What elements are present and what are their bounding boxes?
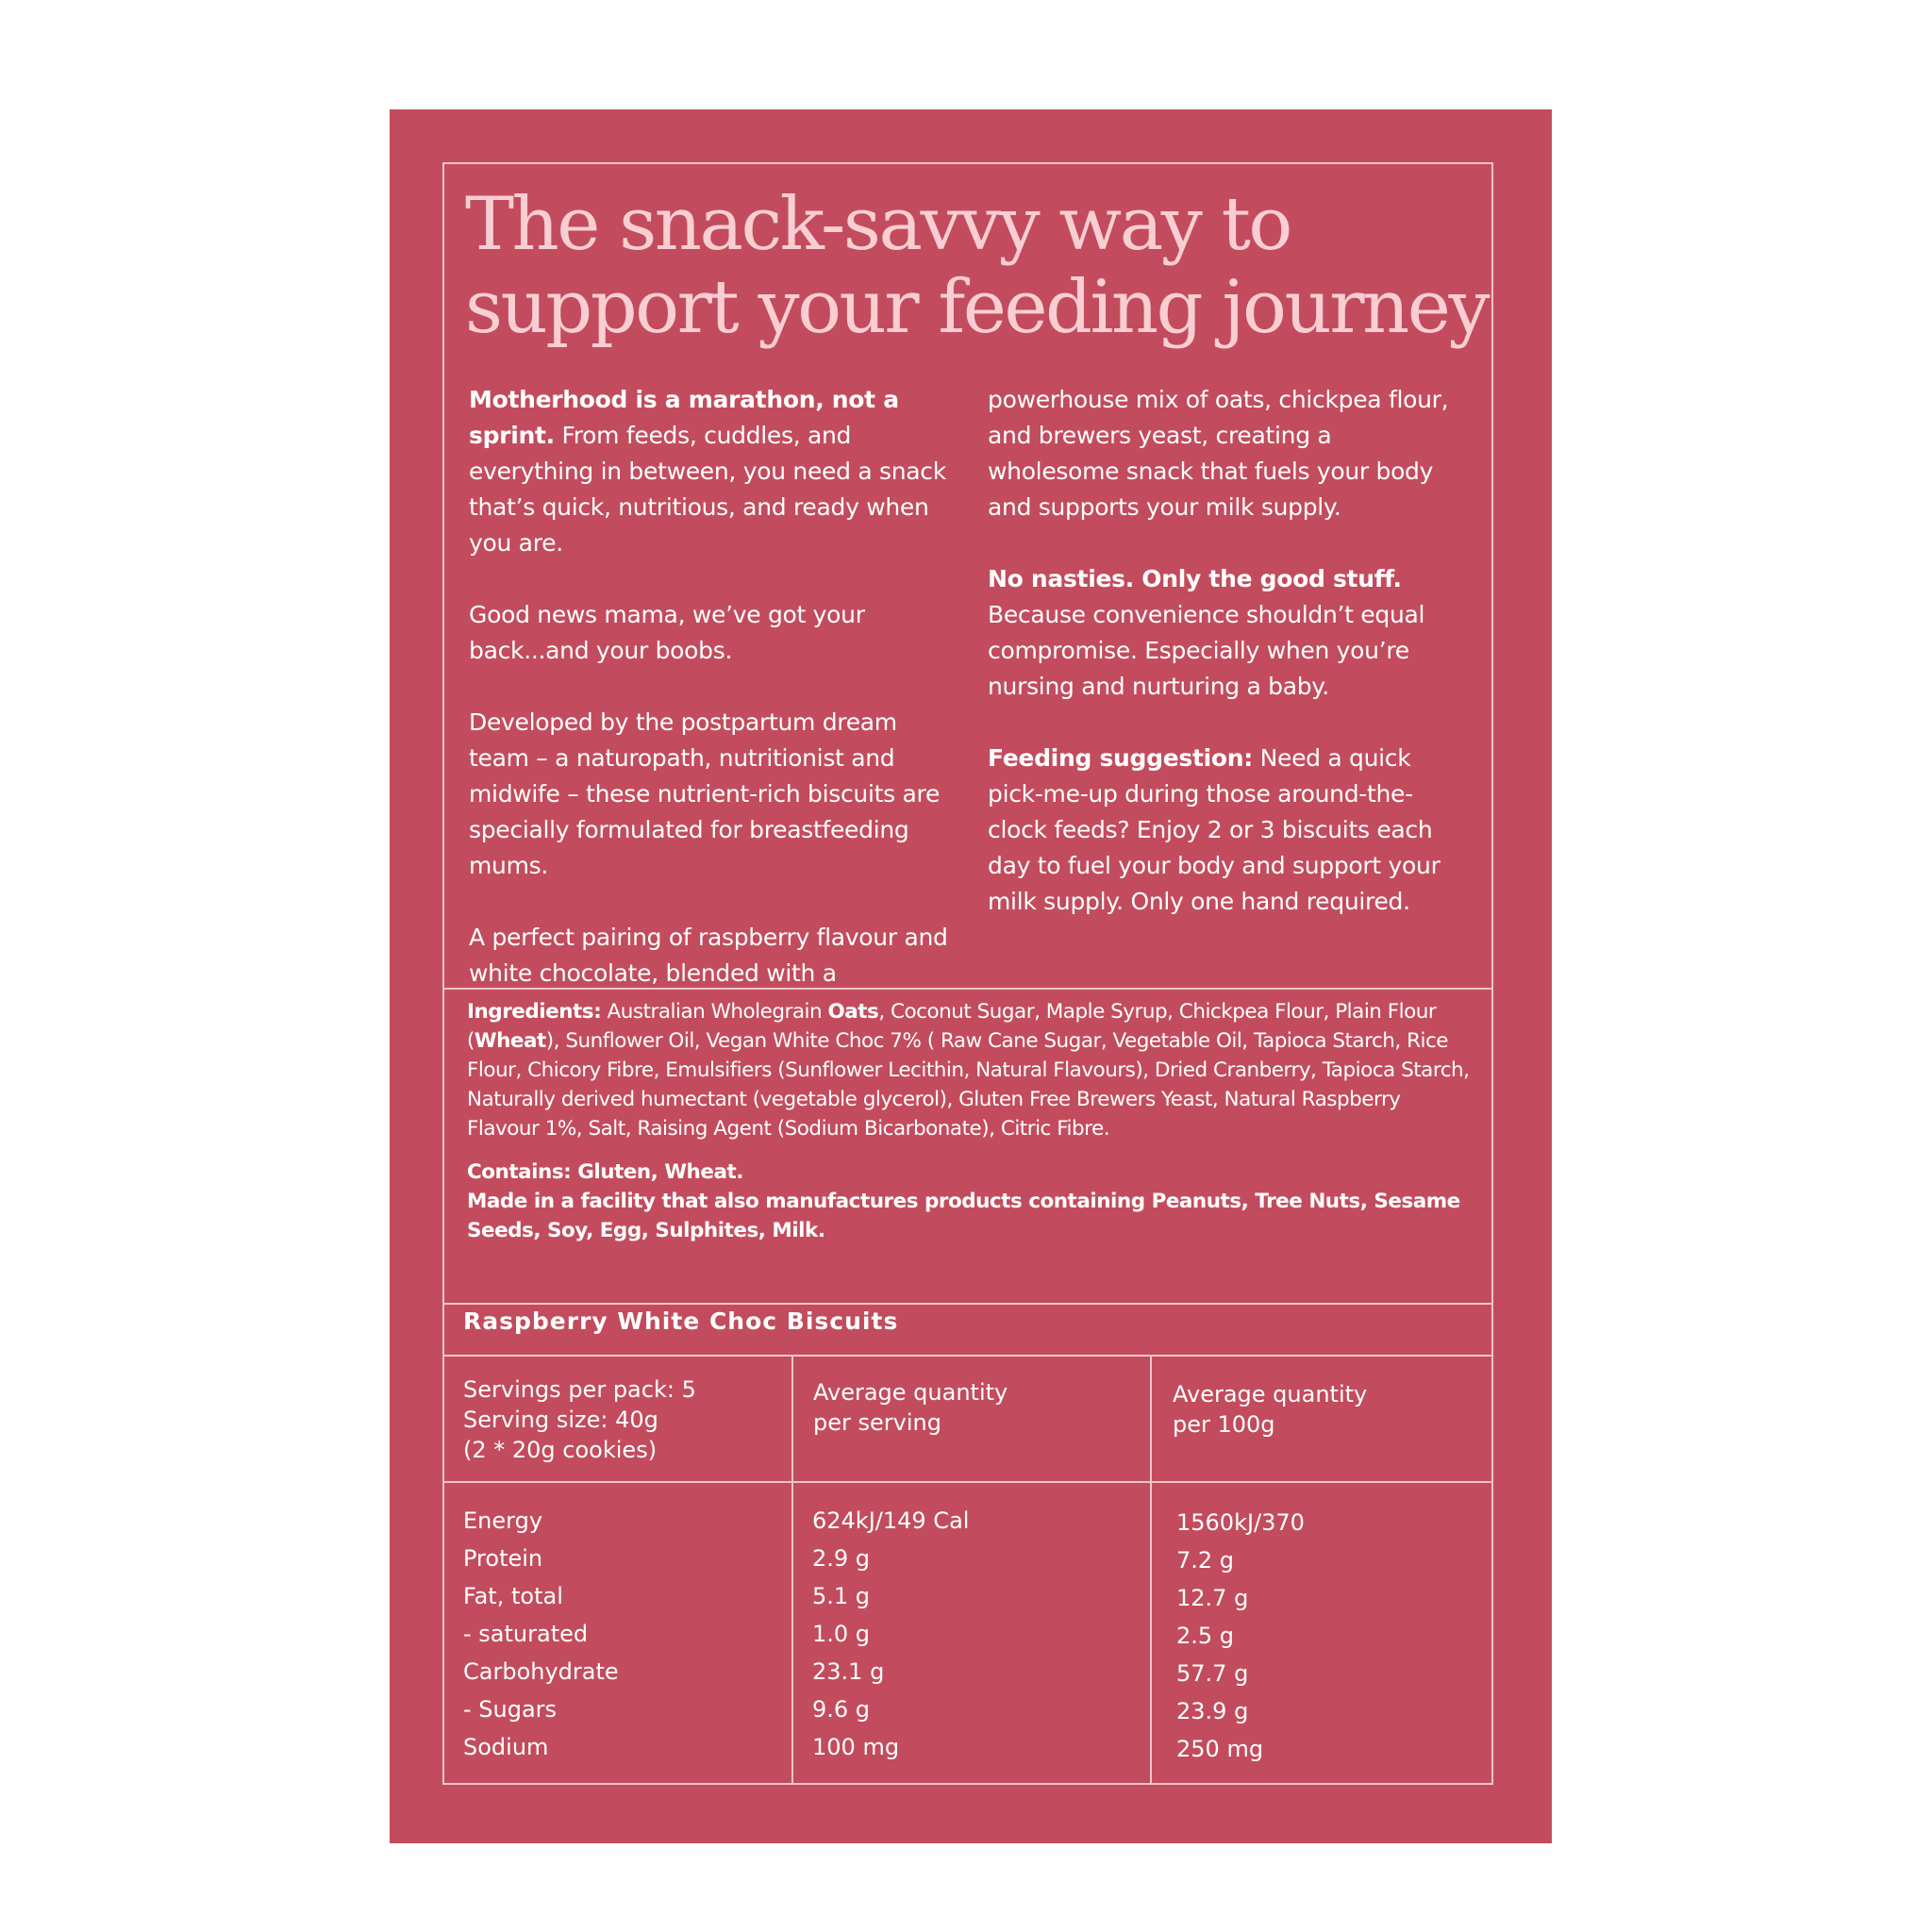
nutrient-name: - Sugars [463,1696,558,1723]
nutrient-name: Carbohydrate [463,1658,619,1685]
headline-line-2: support your feeding journey [465,265,1489,350]
ingredients-text-2: , Coconut Sugar, Maple Syrup, Chickpea Flour, Plain Flour ( [467,1000,1437,1053]
intro-paragraph-4-start: A perfect pairing of raspberry flavour and white chocolate, blended with a [469,924,948,987]
intro-paragraph-1 [469,382,950,561]
nutrition-column-divider-1 [791,1357,793,1785]
nutrient-names-column [463,1502,619,1766]
serving-note: (2 * 20g cookies) [463,1437,658,1463]
per-serving-values-column [812,1502,969,1766]
nutrient-per-serving: 5.1 g [812,1583,871,1609]
nutrition-column-divider-2 [1150,1357,1152,1785]
nutrient-name: Energy [463,1507,543,1534]
ingredients-text-1: Australian Wholegrain [601,1000,828,1024]
content-frame [442,162,1493,1785]
ingredients-label: Ingredients: [467,1000,602,1024]
divider-intro [444,988,1491,990]
per-serving-header-line-1: Average quantity [813,1379,1008,1406]
nutrient-per-serving: 100 mg [812,1734,900,1760]
nutrition-table-body-rule [444,1481,1491,1483]
ingredients-allergen-wheat: Wheat [474,1029,546,1053]
per-100g-values-column [1176,1504,1305,1768]
nutrient-per-100g: 1560kJ/370 [1176,1509,1305,1536]
nutrient-per-serving: 9.6 g [812,1696,871,1723]
nutrient-name: Fat, total [463,1583,563,1609]
nutrient-per-serving: 1.0 g [812,1621,871,1647]
nutrient-name: Protein [463,1545,543,1572]
per-100g-header [1173,1379,1367,1440]
feeding-suggestion-label: Feeding suggestion: [988,744,1253,772]
per-100g-header-line-2: per 100g [1173,1411,1275,1438]
servings-per-pack: Servings per pack: 5 [463,1376,696,1403]
per-100g-header-line-1: Average quantity [1173,1381,1368,1407]
nutrient-per-100g: 23.9 g [1176,1698,1249,1724]
contains-statement: Contains: Gluten, Wheat. [467,1160,743,1184]
intro-paragraph-5 [988,561,1469,705]
nutrient-per-100g: 250 mg [1176,1736,1264,1762]
package-back-panel [390,109,1552,1843]
per-serving-header [813,1377,1008,1438]
intro-column-left [469,382,950,1027]
nutrient-per-serving: 23.1 g [812,1658,885,1685]
serving-size: Serving size: 40g [463,1407,658,1433]
facility-statement: Made in a facility that also manufactures products containing Peanuts, Tree Nuts, Sesame Seeds, Soy, Egg, Sulphites, Milk. [467,1190,1460,1242]
divider-ingredients [444,1303,1491,1305]
intro-p1-body: From feeds, cuddles, and everything in between, you need a snack that’s quick, nutritious, and ready when you are. [469,422,946,557]
nutrient-per-100g: 12.7 g [1176,1585,1249,1611]
ingredients-list [467,997,1472,1143]
nutrition-table-title: Raspberry White Choc Biscuits [463,1307,899,1335]
nutrient-per-100g: 2.5 g [1176,1623,1235,1649]
intro-p5-body: Because convenience shouldn’t equal compromise. Especially when you’re nursing and nurturing a baby. [988,601,1425,700]
nutrient-per-100g: 7.2 g [1176,1547,1235,1574]
nutrient-per-serving: 624kJ/149 Cal [812,1507,970,1534]
intro-paragraph-6 [988,741,1469,920]
intro-p5-lead: No nasties. Only the good stuff. [988,565,1402,592]
intro-paragraph-2: Good news mama, we’ve got your back...and your boobs. [469,601,865,664]
allergen-statement [467,1158,1472,1245]
nutrient-name: - saturated [463,1621,589,1647]
nutrient-name: Sodium [463,1734,549,1760]
nutrition-table-header-rule [444,1355,1491,1357]
feeding-suggestion-text: Need a quick pick-me-up during those around-the-clock feeds? Enjoy 2 or 3 biscuits each day to fuel your body and support your milk supply. Only one hand required. [988,744,1441,915]
nutrient-per-100g: 57.7 g [1176,1660,1249,1687]
headline-line-1: The snack-savvy way to [465,182,1291,267]
intro-paragraph-4-end: powerhouse mix of oats, chickpea flour, and brewers yeast, creating a wholesome snack that fuels your body and supports your milk supply. [988,386,1449,521]
intro-p1-lead: Motherhood is a marathon, not a sprint. [469,386,899,449]
ingredients-text-3: ), Sunflower Oil, Vegan White Choc 7% ( Raw Cane Sugar, Vegetable Oil, Tapioca Starch, Rice Flour, Chicory Fibre, Emulsifiers (Sunflower Lecithin, Natural Flavours), Dried Cranberry, Tapioca Starch, Naturally derived humectant (vegetable glycerol), Gluten Free Brewers Yeast, Natural Raspberry Flavour 1%, Salt, Raising Agent (Sodium Bicarbonate), Citric Fibre. [467,1029,1470,1141]
ingredients-block [467,997,1472,1245]
serving-info [463,1374,696,1465]
headline [465,182,1489,350]
intro-column-right [988,382,1469,956]
per-serving-header-line-2: per serving [813,1409,941,1436]
nutrient-per-serving: 2.9 g [812,1545,871,1572]
ingredients-allergen-oats: Oats [827,1000,879,1024]
intro-paragraph-3: Developed by the postpartum dream team – a naturopath, nutritionist and midwife – these nutrient-rich biscuits are specially formulated for breastfeeding mums. [469,708,941,879]
